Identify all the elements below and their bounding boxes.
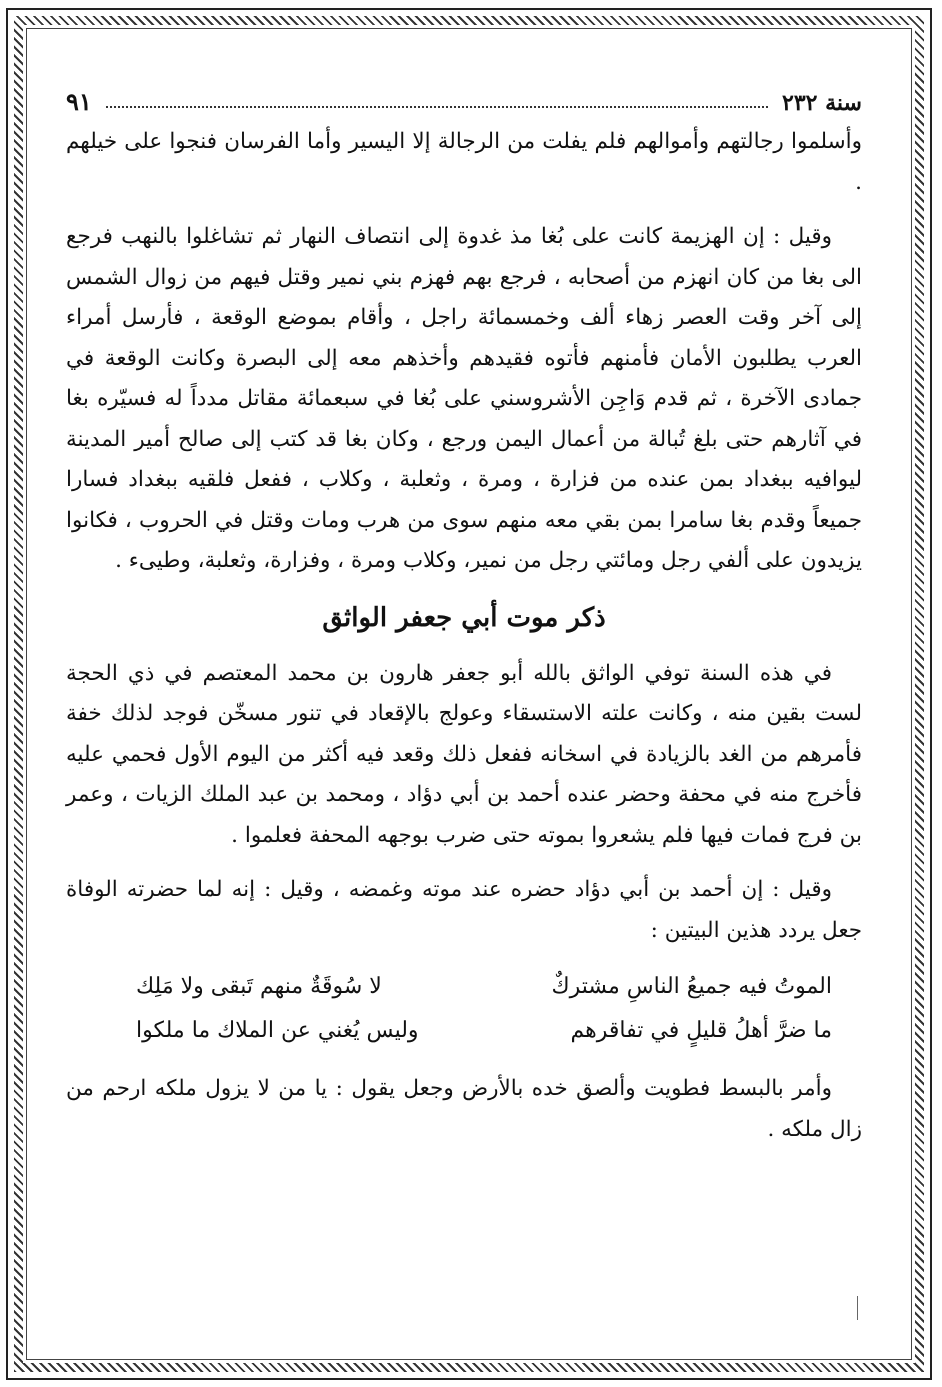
paragraph: وأسلموا رجالتهم وأموالهم فلم يفلت من الرجالة إلا اليسير وأما الفرسان فنجوا على خيلهم . [66, 129, 862, 195]
paragraph: في هذه السنة توفي الواثق بالله أبو جعفر هارون بن محمد المعتصم في ذي الحجة لست بقين منه ، وكانت علته الاستسقاء وعولج بالإقعاد في تنور مسخّن فوجد لذلك خفة فأمرهم من الغد بالزيادة في اسخانه ففعل ذلك وقعد فيه أكثر من اليوم الأول فحمي عليه فأخرج منه في محفة وحضر عنده أحمد بن أبي دؤاد ، ومحمد بن عبد الملك الزيات ، وعمر بن فرج فمات فيها فلم يشعروا بموته حتى ضرب بوجهه المحفة فعلموا . [66, 660, 862, 848]
header-year: سنة ٢٣٢ [782, 90, 862, 116]
page-number: ٩١ [66, 87, 92, 116]
poem [66, 965, 862, 1053]
verse-second-hemistich: وليس يُغني عن الملاك ما ملكوا [136, 1018, 419, 1043]
verse-first-hemistich: ما ضرَّ أهلُ قليلٍ في تفاقرهم [570, 1018, 832, 1043]
paragraph: وقيل : إن الهزيمة كانت على بُغا مذ غدوة إلى انتصاف النهار ثم تشاغلوا بالنهب فرجع الى بغا من كان انهزم من أصحابه ، فرجع بهم فهزم بني نمير وقتل فيهم من زوال الشمس إلى آخر وقت العصر زهاء ألف وخمسمائة راجل ، وأقام بموضع الوقعة ، فأرسل أمراء العرب يطلبون الأمان فأمنهم فأتوه فقيدهم وأخذهم معه إلى البصرة وكانت الوقعة في جمادى الآخرة ، ثم قدم وَاجِن الأشروسني على بُغا في سبعمائة مقاتل مدداً له فسيّره بغا في آثارهم حتى بلغ تُبالة من أعمال اليمن ورجع ، وكان بغا قد كتب إلى صالح أمير المدينة ليوافيه ببغداد بمن عنده من فزارة ، ومرة ، وثعلبة ، وكلاب ، ففعل فلقيه ببغداد فسارا جميعاً وقدم بغا سامرا بمن بقي معه منهم سوى من هرب ومات وقتل في الحروب ، فكانوا يزيدون على ألفي رجل ومائتي رجل من نمير، وكلاب ومرة ، وفزارة، وثعلبة، وطيىء . [66, 224, 862, 573]
header-dot-leader [106, 106, 768, 108]
verse-first-hemistich: الموتُ فيه جميعُ الناسِ مشتركٌ [551, 974, 832, 999]
margin-mark [857, 1296, 858, 1320]
page-content [66, 82, 862, 1164]
poem-verse [66, 965, 862, 1009]
paragraph: وقيل : إن أحمد بن أبي دؤاد حضره عند موته وغمضه ، وقيل : إنه لما حضرته الوفاة جعل يردد هذين البيتين : [66, 877, 862, 943]
section-heading: ذكر موت أبي جعفر الواثق [322, 602, 606, 633]
poem-verse [66, 1009, 862, 1053]
paragraph: وأمر بالبسط فطويت وألصق خده بالأرض وجعل يقول : يا من لا يزول ملكه ارحم من زال ملكه . [66, 1076, 862, 1142]
running-header [66, 82, 862, 116]
verse-second-hemistich: لا سُوقَةٌ منهم تَبقى ولا مَلِك [136, 974, 382, 999]
